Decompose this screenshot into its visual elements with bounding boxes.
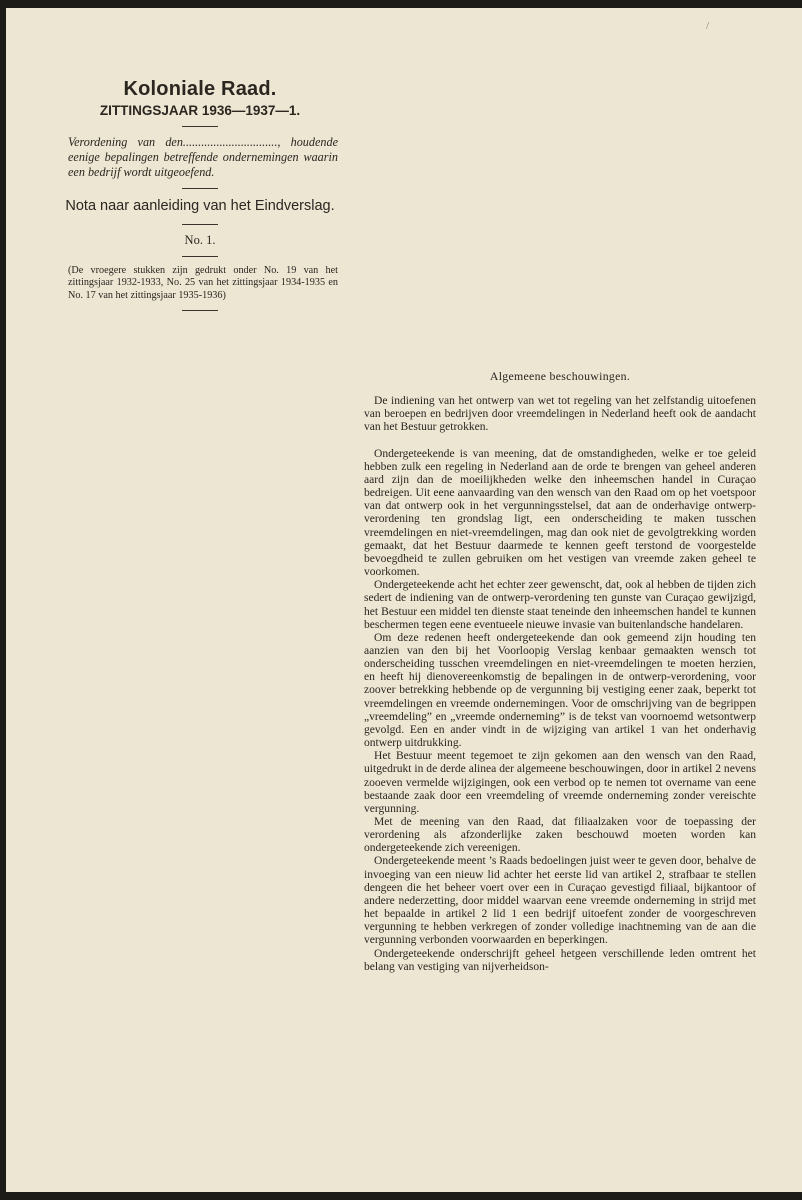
divider [182, 224, 218, 225]
page-mark: / [706, 20, 710, 32]
session-year: ZITTINGSJAAR 1936—1937—1. [99, 103, 301, 118]
council-title: Koloniale Raad. [123, 78, 277, 100]
document-header [62, 78, 338, 319]
document-page [6, 8, 802, 1192]
divider [182, 188, 218, 189]
nota-title: Nota naar aanleiding van het Eindverslag. [65, 198, 335, 214]
document-number: No. 1. [184, 233, 216, 247]
ordinance-title: Verordening van den..............................., houdende eenige bepalingen betreffende ondernemingen waarin een bedrijf wordt uitgeoefend. [68, 135, 338, 179]
divider [182, 256, 218, 257]
paragraph: Ondergeteekende is van meening, dat de omstandigheden, welke er toe geleid hebben zulk een regeling in Nederland aan de orde te brengen van geheel anderen aard zijn dan de moeilijkheden welke den inheemschen handel in Curaçao bedreigen. Uit eene aanvaarding van den wensch van den Raad om op het voetspoor van dat ontwerp ook in het vergunningsstelsel, dat aan de onderhavige ontwerp-verordening ten grondslag ligt, een onderscheiding te maken tusschen vreemdelingen en niet-vreemdelingen, mag dan ook niet de gevolgtrekking worden gemaakt, dat het Bestuur daarmede te kennen geeft terstond de voorgestelde bevoegdheid te zullen gebruiken om het vestigen van vreemde zaken geheel te voorkomen. [364, 447, 756, 579]
paragraph: De indiening van het ontwerp van wet tot regeling van het zelfstandig uitoefenen van beroepen en bedrijven door vreemdelingen in Nederland heeft ook de aandacht van het Bestuur getrokken. [364, 395, 756, 434]
paragraph: Ondergeteekende meent ’s Raads bedoelingen juist weer te geven door, behalve de invoeging van een nieuw lid achter het eerste lid van artikel 2, strafbaar te stellen dengeen die het beheer voert over een in Curaçao gevestigd filiaal, bijkantoor of andere nederzetting, door middel waarvan eene vreemde onderneming in strijd met het bepaalde in artikel 2 lid 1 een bedrijf uitoefent zonder de voorgeschreven vergunning te hebben verkregen of zonder volledige inachtneming van de aan die vergunning verbonden voorwaarden en beperkingen. [364, 855, 756, 947]
body-text [364, 370, 756, 974]
section-heading: Algemeene beschouwingen. [489, 369, 631, 383]
divider [182, 310, 218, 311]
paragraph: Ondergeteekende acht het echter zeer gewenscht, dat, ook al hebben de tijden zich sedert de indiening van de ontwerp-verordening ten gunste van Curaçao gewijzigd, het Bestuur een middel ten dienste staat teneinde den inheemschen handel te kunnen beschermen tegen eene eventueele nieuwe invasie van buitenlandsche handelaren. [364, 579, 756, 631]
paragraph: Om deze redenen heeft ondergeteekende dan ook gemeend zijn houding ten aanzien van den bij het Voorloopig Verslag kenbaar gemaakten wensch tot onderscheiding tusschen vreemdelingen en niet-vreemdelingen te moeten herzien, en heeft hij dienovereenkomstig de bepalingen in de ontwerp-verordening, voor zoover betrekking hebbende op de vergunning bij vestiging eener zaak, beperkt tot vreemdelingen en vreemde ondernemingen. Voor de omschrijving van de begrippen „vreemdeling” en „vreemde onderneming” is de tekst van voornoemd wetsontwerp gevolgd. Een en ander vindt in de wijziging van artikel 1 van het onderhavig ontwerp uitdrukking. [364, 631, 756, 750]
divider [182, 126, 218, 127]
previous-documents-note: (De vroegere stukken zijn gedrukt onder No. 19 van het zittingsjaar 1932-1933, No. 25 van het zittingsjaar 1934-1935 en No. 17 van het zittingsjaar 1935-1936) [68, 265, 338, 301]
paragraph: Met de meening van den Raad, dat filiaalzaken voor de toepassing der verordening als afzonderlijke zaken beschouwd moeten worden kan ondergeteekende zich vereenigen. [364, 816, 756, 855]
paragraph: Het Bestuur meent tegemoet te zijn gekomen aan den wensch van den Raad, uitgedrukt in de derde alinea der algemeene beschouwingen, door in artikel 2 nevens zooeven vermelde wijzigingen, ook een verbod op te nemen tot overname van eene bestaande zaak door een vreemdeling of vreemde onderneming zonder vereischte vergunning. [364, 750, 756, 815]
paragraph: Ondergeteekende onderschrijft geheel hetgeen verschillende leden omtrent het belang van vestiging van nijverheidson- [364, 947, 756, 973]
